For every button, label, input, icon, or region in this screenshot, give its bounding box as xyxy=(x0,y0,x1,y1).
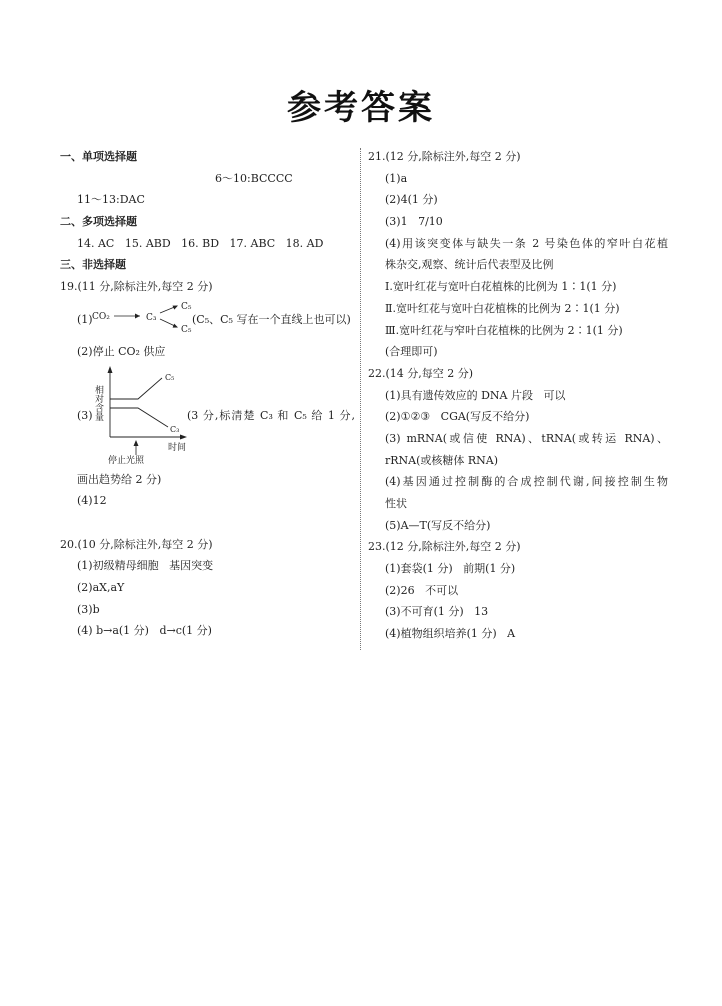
q21-result-1: Ⅰ.宽叶红花与宽叶白花植株的比例为 1∶1(1 分) xyxy=(385,280,617,294)
section-single-choice: 一、单项选择题 xyxy=(60,150,137,163)
q23-1: (1)套袋(1 分) 前期(1 分) xyxy=(385,562,516,576)
q23-3: (3)不可育(1 分) 13 xyxy=(385,605,489,619)
q19-3-prefix: (3) xyxy=(77,408,93,422)
q20-1: (1)初级精母细胞 基因突变 xyxy=(77,559,214,573)
q23-2: (2)26 不可以 xyxy=(385,583,459,597)
q19-3-row xyxy=(60,363,355,469)
q22-4-line2: 性状 xyxy=(385,497,407,510)
x-axis-label: 时间 xyxy=(168,442,187,453)
q21-3: (3)1 7/10 xyxy=(385,215,443,229)
q22-3-line1: (3) mRNA(或信使 RNA)、tRNA(或转运 RNA)、 xyxy=(385,431,668,445)
page-title: 参考答案 xyxy=(287,88,435,128)
q22-2: (2)①②③ CGA(写反不给分) xyxy=(385,410,530,424)
q22-3-line2: rRNA(或核糖体 RNA) xyxy=(385,453,499,467)
y-axis-label: 相对含量 xyxy=(93,384,103,421)
q20-2: (2)aX,aY xyxy=(77,580,125,594)
q22-4-line1: (4)基因通过控制酶的合成控制代谢,间接控制生物 xyxy=(385,475,668,489)
q21-1: (1)a xyxy=(385,171,408,185)
lower-curve xyxy=(110,408,168,427)
q19-4: (4)12 xyxy=(77,494,107,508)
q19-1-note: (C₅、C₅ 写在一个直线上也可以) xyxy=(192,312,351,326)
single-choice-row-1 xyxy=(60,168,355,190)
single-11-13: 11～13:DAC xyxy=(77,193,145,207)
c3-label: C₃ xyxy=(146,312,157,323)
right-column xyxy=(368,146,668,645)
q19-3-note-cont: 画出趋势给 2 分) xyxy=(77,472,162,486)
q21-4-line1: (4)用该突变体与缺失一条 2 号染色体的窄叶白花植 xyxy=(385,236,668,250)
section-non-choice: 三、非选择题 xyxy=(60,258,126,272)
q19-1-diagram xyxy=(90,298,192,341)
arrow-head-icon xyxy=(135,313,140,318)
q23-head: 23.(12 分,除标注外,每空 2 分) xyxy=(368,540,521,554)
q22-head: 22.(14 分,每空 2 分) xyxy=(368,366,474,380)
q19-5 xyxy=(60,512,355,534)
q20-3: (3)b xyxy=(77,602,100,616)
q20-4: (4) b→a(1 分) d→c(1 分) xyxy=(77,624,212,638)
column-divider xyxy=(360,148,361,650)
q19-3-graph xyxy=(82,363,187,469)
q22-5: (5)A—T(写反不给分) xyxy=(385,518,491,532)
bottom-product-label: C₅ xyxy=(181,324,192,335)
section-multi-choice: 二、多项选择题 xyxy=(60,215,137,229)
x-axis-arrow-icon xyxy=(180,434,187,439)
q22-1: (1)具有遗传效应的 DNA 片段 可以 xyxy=(385,388,566,402)
q21-result-3: Ⅲ.宽叶红花与窄叶白花植株的比例为 2∶1(1 分) xyxy=(385,323,623,337)
y-axis-arrow-icon xyxy=(108,366,113,373)
multi-choice-answers: 14. AC 15. ABD 16. BD 17. ABC 18. AD xyxy=(77,236,324,250)
marker-label: 停止光照 xyxy=(107,455,145,466)
left-column xyxy=(60,146,355,642)
q21-head: 21.(12 分,除标注外,每空 2 分) xyxy=(368,150,521,163)
q19-1-prefix: (1) xyxy=(77,312,93,326)
top-product-label: C₅ xyxy=(181,301,192,312)
q21-4-line2: 株杂交,观察、统计后代表型及比例 xyxy=(385,258,554,272)
q21-result-2: Ⅱ.宽叶红花与宽叶白花植株的比例为 2∶1(1 分) xyxy=(385,301,620,315)
arrow-head-icon xyxy=(173,323,178,327)
q19-2: (2)停止 CO₂ 供应 xyxy=(77,344,166,358)
q20-head: 20.(10 分,除标注外,每空 2 分) xyxy=(60,537,213,551)
q19-3-note: (3 分,标清楚 C₃ 和 C₅ 给 1 分, xyxy=(187,408,355,422)
co2-label: CO₂ xyxy=(92,311,110,322)
single-6-10: 6～10:BCCCC xyxy=(215,171,293,185)
q21-note: (合理即可) xyxy=(385,345,438,359)
q19-1-row xyxy=(60,298,355,341)
q23-4: (4)植物组织培养(1 分) A xyxy=(385,627,516,641)
upper-curve xyxy=(110,378,162,399)
lower-curve-label: C₃ xyxy=(170,424,180,434)
marker-arrow-icon xyxy=(134,440,139,446)
q19-head: 19.(11 分,除标注外,每空 2 分) xyxy=(60,280,213,294)
upper-curve-label: C₅ xyxy=(165,372,175,382)
q21-2: (2)4(1 分) xyxy=(385,193,438,207)
